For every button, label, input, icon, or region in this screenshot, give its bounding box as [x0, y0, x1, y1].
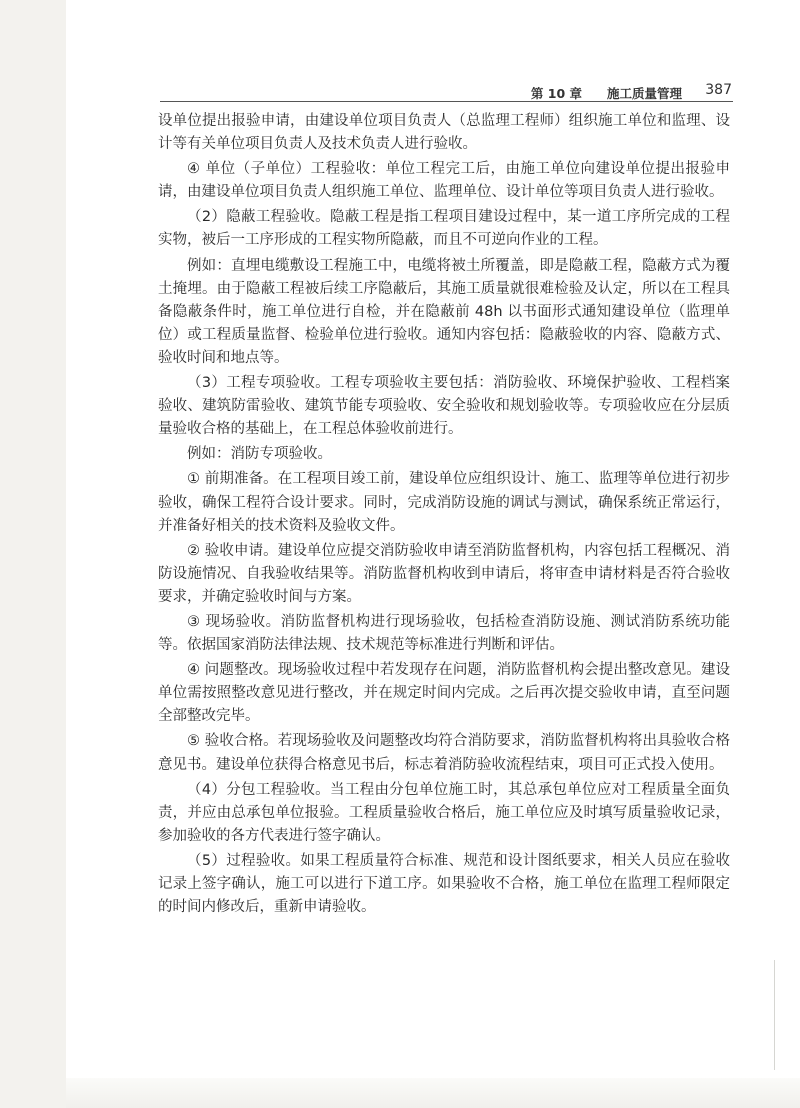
scan-margin-bottom — [66, 1078, 800, 1108]
chapter-title: 施工质量管理 — [606, 86, 682, 101]
paragraph: ① 前期准备。在工程项目竣工前，建设单位应组织设计、施工、监理等单位进行初步验收，确保工程符合设计要求。同时，完成消防设施的调试与测试，确保系统正常运行，并准备好相关的技术资料及验收文件。 — [158, 471, 730, 534]
paragraph: （4）分包工程验收。当工程由分包单位施工时，其总承包单位应对工程质量全面负责，并应由总承包单位报验。工程质量验收合格后，施工单位应及时填写质量验收记录，参加验收的各方代表进行签字确认。 — [158, 781, 730, 844]
paragraph: ⑤ 验收合格。若现场验收及问题整改均符合消防要求，消防监督机构将出具验收合格意见书。建设单位获得合格意见书后，标志着消防验收流程结束，项目可正式投入使用。 — [158, 733, 730, 773]
paragraph: 例如：消防专项验收。 — [187, 446, 332, 463]
scan-margin-left — [0, 0, 66, 1108]
paragraph: （2）隐蔽工程验收。隐蔽工程是指工程项目建设过程中，某一道工序所完成的工程实物，被后一工序形成的工程实物所隐蔽，而且不可逆向作业的工程。 — [158, 209, 730, 249]
paragraph: （5）过程验收。如果工程质量符合标准、规范和设计图纸要求，相关人员应在验收记录上签字确认，施工可以进行下道工序。如果验收不合格，施工单位在监理工程师限定的时间内修改后，重新申请验收。 — [158, 852, 730, 916]
chapter-label: 第 10 章 — [530, 86, 582, 101]
paragraph: ④ 问题整改。现场验收过程中若发现存在问题，消防监督机构会提出整改意见。建设单位需按照整改意见进行整改，并在规定时间内完成。之后再次提交验收申请，直至问题全部整改完毕。 — [158, 662, 730, 725]
paragraph: ② 验收申请。建设单位应提交消防验收申请至消防监督机构，内容包括工程概况、消防设施情况、自我验收结果等。消防监督机构收到申请后，将审查申请材料是否符合验收要求，并确定验收时间与方案。 — [158, 542, 730, 605]
page-header — [70, 80, 732, 102]
header-rule — [160, 101, 733, 102]
paragraph: ④ 单位（子单位）工程验收：单位工程完工后，由施工单位向建设单位提出报验申请，由建设单位项目负责人组织施工单位、监理单位、设计单位等项目负责人进行验收。 — [158, 161, 730, 201]
scan-edge-line — [774, 960, 775, 1070]
paragraph: ③ 现场验收。消防监督机构进行现场验收，包括检查消防设施、测试消防系统功能等。依据国家消防法律法规、技术规范等标准进行判断和评估。 — [158, 613, 730, 654]
paragraph: （3）工程专项验收。工程专项验收主要包括：消防验收、环境保护验收、工程档案验收、建筑防雷验收、建筑节能专项验收、安全验收和规划验收等。专项验收应在分层质量验收合格的基础上，在工程总体验收前进行。 — [158, 375, 730, 438]
paragraph: 例如：直埋电缆敷设工程施工中，电缆将被土所覆盖，即是隐蔽工程，隐蔽方式为覆土掩埋。由于隐蔽工程被后续工序隐蔽后，其施工质量就很难检验及认定，所以在工程具备隐蔽条件时，施工单位进行自检，并在隐蔽前 48h 以书面形式通知建设单位（监理单位）或工程质量监督、检验单位进行验收。通知内容包括：隐蔽验收的内容、隐蔽方式、验收时间和地点等。 — [158, 257, 730, 366]
page-body — [158, 110, 730, 921]
paragraph: 设单位提出报验申请，由建设单位项目负责人（总监理工程师）组织施工单位和监理、设计等有关单位项目负责人及技术负责人进行验收。 — [158, 113, 730, 153]
page-number: 387 — [705, 82, 732, 98]
